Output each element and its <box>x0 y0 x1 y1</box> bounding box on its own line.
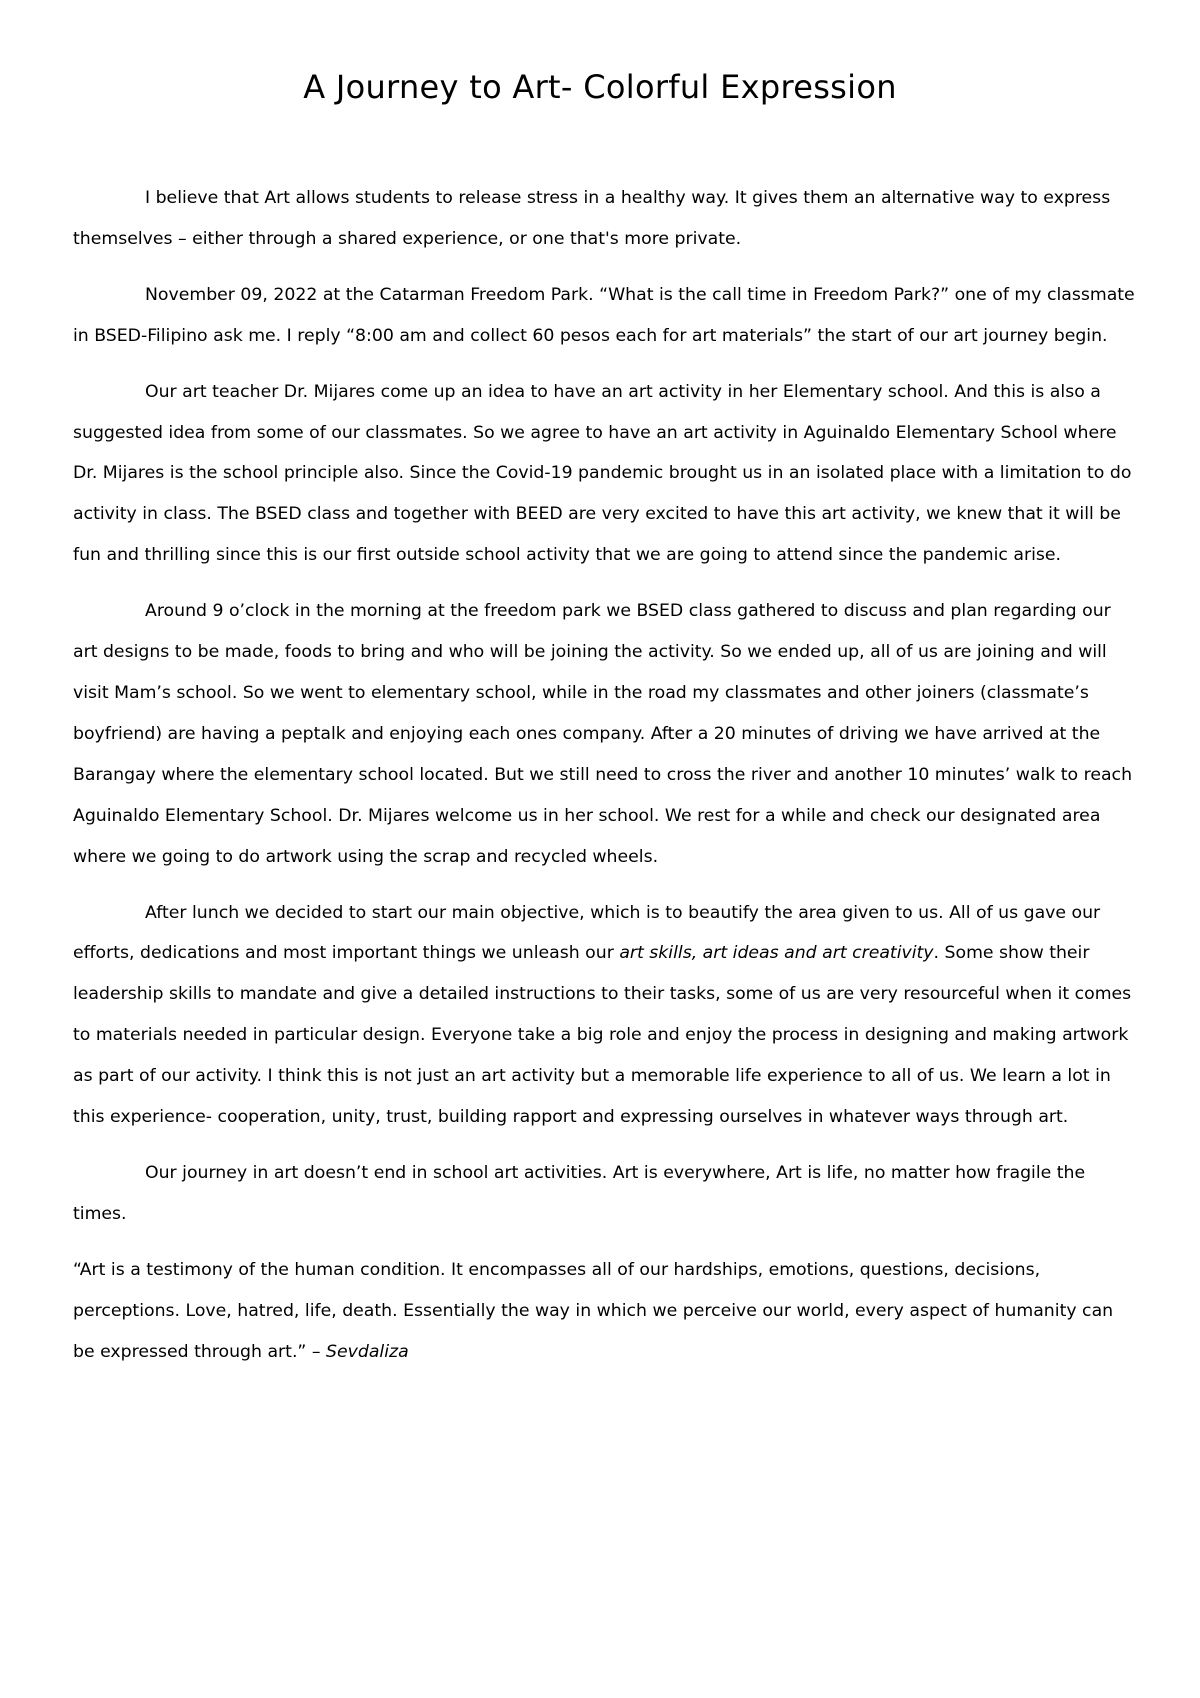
quote-text: “Art is a testimony of the human condition. It encompasses all of our hardships, emotions, questions, decisions, perceptions. Love, hatred, life, death. Essentially the way in which we perceive our world, every aspect of humanity can be expressed through art.” – <box>73 1259 1114 1362</box>
paragraph-after-lunch-italic: art skills, art ideas and art creativity <box>619 943 934 964</box>
paragraph-journey: Our journey in art doesn’t end in school art activities. Art is everywhere, Art is life, no matter how fragile the times. <box>73 1162 1086 1224</box>
paragraph-november: November 09, 2022 at the Catarman Freedom Park. “What is the call time in Freedom Park?” one of my classmate in BSED-Filipino ask me. I reply “8:00 am and collect 60 pesos each for art materials” the start of our art journey begin. <box>73 284 1135 346</box>
closing-quote <box>73 1250 1135 1373</box>
quote-author: Sevdaliza <box>326 1341 409 1362</box>
paragraph-freedom-park: Around 9 o’clock in the morning at the freedom park we BSED class gathered to discuss and plan regarding our art designs to be made, foods to bring and who will be joining the activity. So we ended up, all of us are joining and will visit Mam’s school. So we went to elementary school, while in the road my classmates and other joiners (classmate’s boyfriend) are having a peptalk and enjoying each ones company. After a 20 minutes of driving we have arrived at the Barangay where the elementary school located. But we still need to cross the river and another 10 minutes’ walk to reach Aguinaldo Elementary School. Dr. Mijares welcome us in her school. We rest for a while and check our designated area where we going to do artwork using the scrap and recycled wheels. <box>73 601 1133 867</box>
paragraph-art-teacher: Our art teacher Dr. Mijares come up an idea to have an art activity in her Elementary school. And this is also a suggested idea from some of our classmates. So we agree to have an art activity in Aguinaldo Elementary School where Dr. Mijares is the school principle also. Since the Covid-19 pandemic brought us in an isolated place with a limitation to do activity in class. The BSED class and together with BEED are very excited to have this art activity, we knew that it will be fun and thrilling since this is our first outside school activity that we are going to attend since the pandemic arise. <box>73 381 1132 566</box>
document-title: A Journey to Art- Colorful Expression <box>303 68 897 106</box>
paragraph-after-lunch-start: After lunch we decided to start our main objective, which is to beautify the area given to us. All of us gave our efforts, dedications and most important things we unleash our <box>73 902 1101 964</box>
paragraph-after-lunch <box>73 893 1135 1138</box>
paragraph-after-lunch-end: . Some show their leadership skills to mandate and give a detailed instructions to their tasks, some of us are very resourceful when it comes to materials needed in particular design. Everyone take a big role and enjoy the process in designing and making artwork as part of our activity. I think this is not just an art activity but a memorable life experience to all of us. We learn a lot in this experience- cooperation, unity, trust, building rapport and expressing ourselves in whatever ways through art. <box>73 943 1132 1128</box>
document-body <box>73 178 1135 1387</box>
paragraph-intro: I believe that Art allows students to release stress in a healthy way. It gives them an alternative way to express themselves – either through a shared experience, or one that's more private. <box>73 188 1111 249</box>
